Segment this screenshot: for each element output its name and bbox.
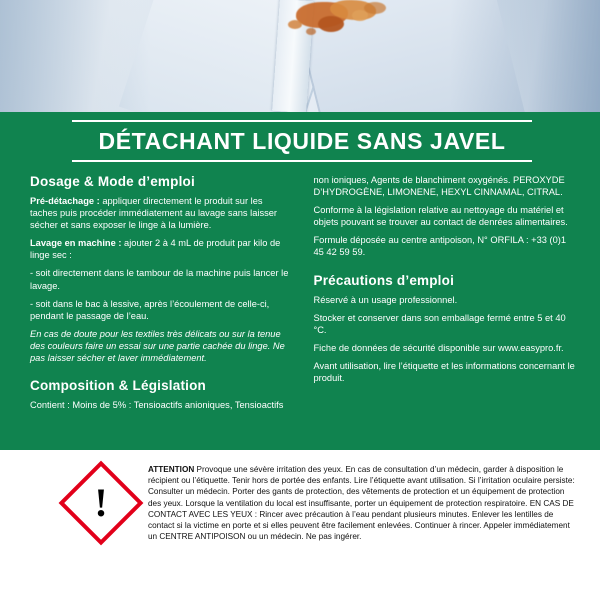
photo-shadow-right <box>450 0 600 112</box>
paragraph-avant-utilisation: Avant utilisation, lire l’étiquette et les informations concernant le produit. <box>313 360 575 384</box>
paragraph-usage-professionnel: Réservé à un usage professionnel. <box>313 294 458 305</box>
paragraph-text: appliquer directement le produit sur les taches puis procéder immédiatement au lavage sans laisser sécher et sans exposer le linge à la lumière. <box>30 196 278 231</box>
paragraph-composition: Contient : Moins de 5% : Tensioactifs anioniques, Tensioactifs <box>30 400 284 411</box>
right-column <box>314 174 576 417</box>
paragraph-label: Pré-détachage : <box>30 196 100 206</box>
paragraph-text: ajouter 2 à 4 mL de produit par kilo de linge sec : <box>30 238 281 261</box>
page-title: DÉTACHANT LIQUIDE SANS JAVEL <box>98 127 506 154</box>
paragraph-pre-detachage <box>30 195 292 231</box>
section-heading-dosage: Dosage & Mode d’emploi <box>30 174 195 189</box>
paragraph-stockage: Stocker et conserver dans son emballage fermé entre 5 et 40 °C. <box>313 312 566 335</box>
paragraph-fds: Fiche de données de sécurité disponible sur www.easypro.fr. <box>313 342 564 353</box>
stain-spot <box>364 2 386 14</box>
stain-spot <box>318 16 344 32</box>
warning-section <box>0 450 600 600</box>
product-title-frame <box>72 120 532 162</box>
section-heading-precautions: Précautions d’emploi <box>313 272 455 288</box>
photo-shadow-left <box>0 0 150 112</box>
paragraph-lavage-machine <box>30 237 292 261</box>
paragraph-antipoison: Formule déposée au centre antipoison, N° ORFILA : +33 (0)1 45 42 59 59. <box>313 235 567 258</box>
exclamation-glyph: ! <box>94 480 108 525</box>
paragraph-note-textiles-delicats: En cas de doute pour les textiles très délicats ou sur la tenue des couleurs faire un essai sur une partie cachée du linge. Ne pas laisser sécher et laver immédiatement. <box>30 328 285 364</box>
product-photo <box>0 0 600 112</box>
stain-spot <box>288 20 302 29</box>
warning-body: Provoque une sévère irritation des yeux. En cas de consultation d’un médecin, garder à disposition le récipient ou l’étiquette. Tenir hors de portée des enfants. Lire l’étiquette avant utilisation. Si l’irritation oculaire persiste: Consulter un médecin. Porter des gants de protection, des vêtements de protection et un équipement de protection des yeux. Lorsque la ventilation du local est insuffisante, porter un équipement de protection respiratoire. EN CAS DE CONTACT AVEC LES YEUX : Rincer avec précaution à l’eau pendant plusieurs minutes. Enlever les lentilles de contact si la victime en porte et si elles peuvent être facilement enlevées. Continuer à rincer. Appeler immédiatement un CENTRE ANTIPOISON ou un médecin. Ne pas ingérer. <box>148 465 575 542</box>
paragraph-bullet-tambour: - soit directement dans le tambour de la machine puis lancer le lavage. <box>30 268 289 291</box>
paragraph-legislation: Conforme à la législation relative au nettoyage du matériel et objets pouvant se trouver au contact de denrées alimentaires. <box>313 205 568 228</box>
paragraph-composition-suite: non ioniques, Agents de blanchiment oxygénés. PEROXYDE D’HYDROGÈNE, LIMONENE, HEXYL CINNAMAL, CITRAL. <box>313 175 565 198</box>
left-column <box>30 174 292 417</box>
section-heading-composition: Composition & Législation <box>30 378 206 394</box>
warning-text <box>148 464 578 542</box>
content-columns <box>30 174 575 417</box>
green-panel <box>0 112 600 450</box>
stain-spot <box>306 28 316 35</box>
warning-heading: ATTENTION <box>148 465 195 474</box>
paragraph-label: Lavage en machine : <box>30 238 122 249</box>
exclamation-mark-hazard-icon <box>62 464 140 542</box>
paragraph-bullet-bac-lessive: - soit dans le bac à lessive, après l’écoulement de celle-ci, pendant le passage de l’eau. <box>30 298 270 321</box>
